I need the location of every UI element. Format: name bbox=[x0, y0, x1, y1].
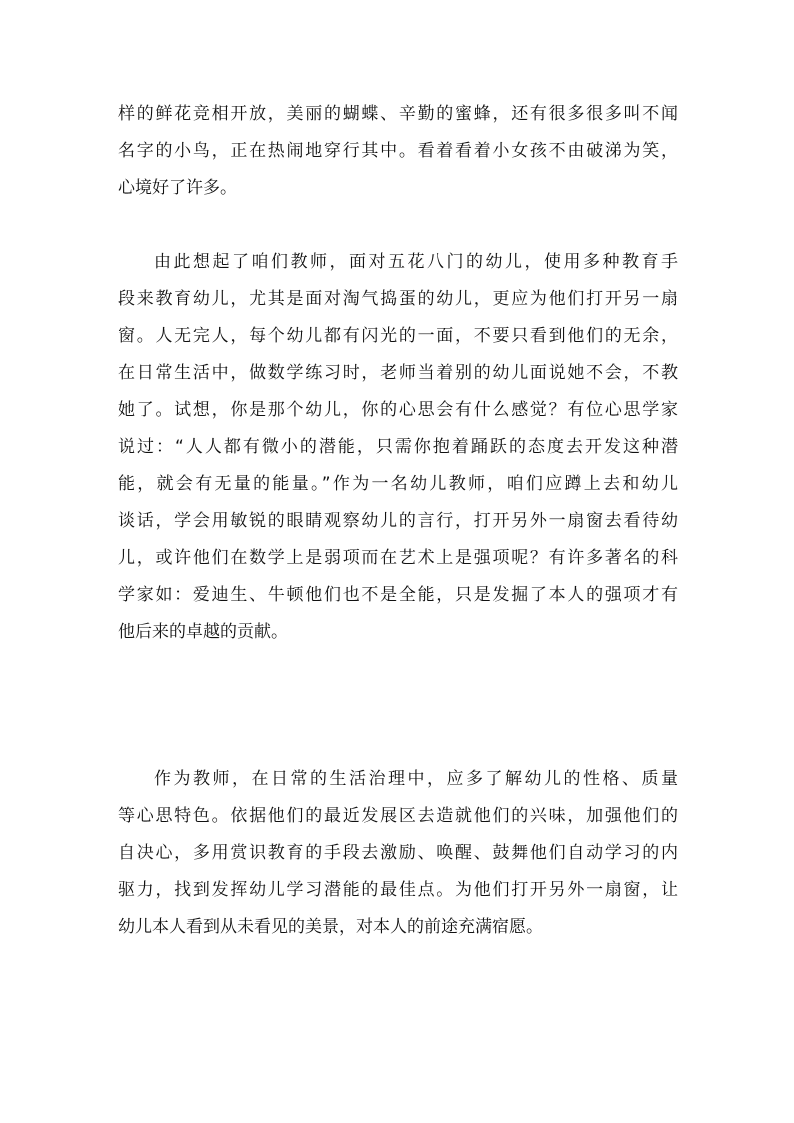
text-line: 她了。试想，你是那个幼儿，你的心思会有什么感觉？有位心思学家 bbox=[118, 400, 678, 420]
paragraph bbox=[118, 244, 678, 651]
text-line: 谈话，学会用敏锐的眼睛观察幼儿的言行，打开另外一扇窗去看待幼 bbox=[118, 511, 678, 531]
text-line: 名字的小鸟，正在热闹地穿行其中。看着看着小女孩不由破涕为笑， bbox=[118, 141, 678, 161]
text-line: 等心思特色。依据他们的最近发展区去造就他们的兴味，加强他们的 bbox=[118, 806, 678, 826]
text-line: 自决心，多用赏识教育的手段去激励、唤醒、鼓舞他们自动学习的内 bbox=[118, 843, 678, 863]
text-line: 样的鲜花竞相开放，美丽的蝴蝶、辛勤的蜜蜂，还有很多很多叫不闻 bbox=[118, 104, 678, 124]
text-line: 在日常生活中，做数学练习时，老师当着别的幼儿面说她不会，不教 bbox=[118, 363, 678, 383]
text-line: 心境好了许多。 bbox=[118, 178, 237, 198]
paragraph bbox=[118, 96, 678, 207]
text-line: 驱力，找到发挥幼儿学习潜能的最佳点。为他们打开另外一扇窗，让 bbox=[118, 880, 678, 900]
text-line: 儿，或许他们在数学上是弱项而在艺术上是强项呢？有许多著名的科 bbox=[118, 548, 678, 568]
text-line: 他后来的卓越的贡献。 bbox=[118, 622, 288, 642]
paragraph bbox=[118, 761, 678, 946]
text-line: 窗。人无完人，每个幼儿都有闪光的一面，不要只看到他们的无余， bbox=[118, 326, 678, 346]
text-line: 幼儿本人看到从未看见的美景，对本人的前途充满宿愿。 bbox=[118, 917, 543, 937]
text-line: 由此想起了咱们教师，面对五花八门的幼儿，使用多种教育手 bbox=[154, 252, 678, 272]
text-line: 学家如：爱迪生、牛顿他们也不是全能，只是发掘了本人的强项才有 bbox=[118, 585, 678, 605]
text-line: 段来教育幼儿，尤其是面对淘气捣蛋的幼儿，更应为他们打开另一扇 bbox=[118, 289, 678, 309]
text-line: 能，就会有无量的能量。”作为一名幼儿教师，咱们应蹲上去和幼儿 bbox=[118, 474, 678, 494]
text-line: 作为教师，在日常的生活治理中，应多了解幼儿的性格、质量 bbox=[154, 769, 678, 789]
text-line: 说过：“人人都有微小的潜能，只需你抱着踊跃的态度去开发这种潜 bbox=[118, 437, 678, 457]
